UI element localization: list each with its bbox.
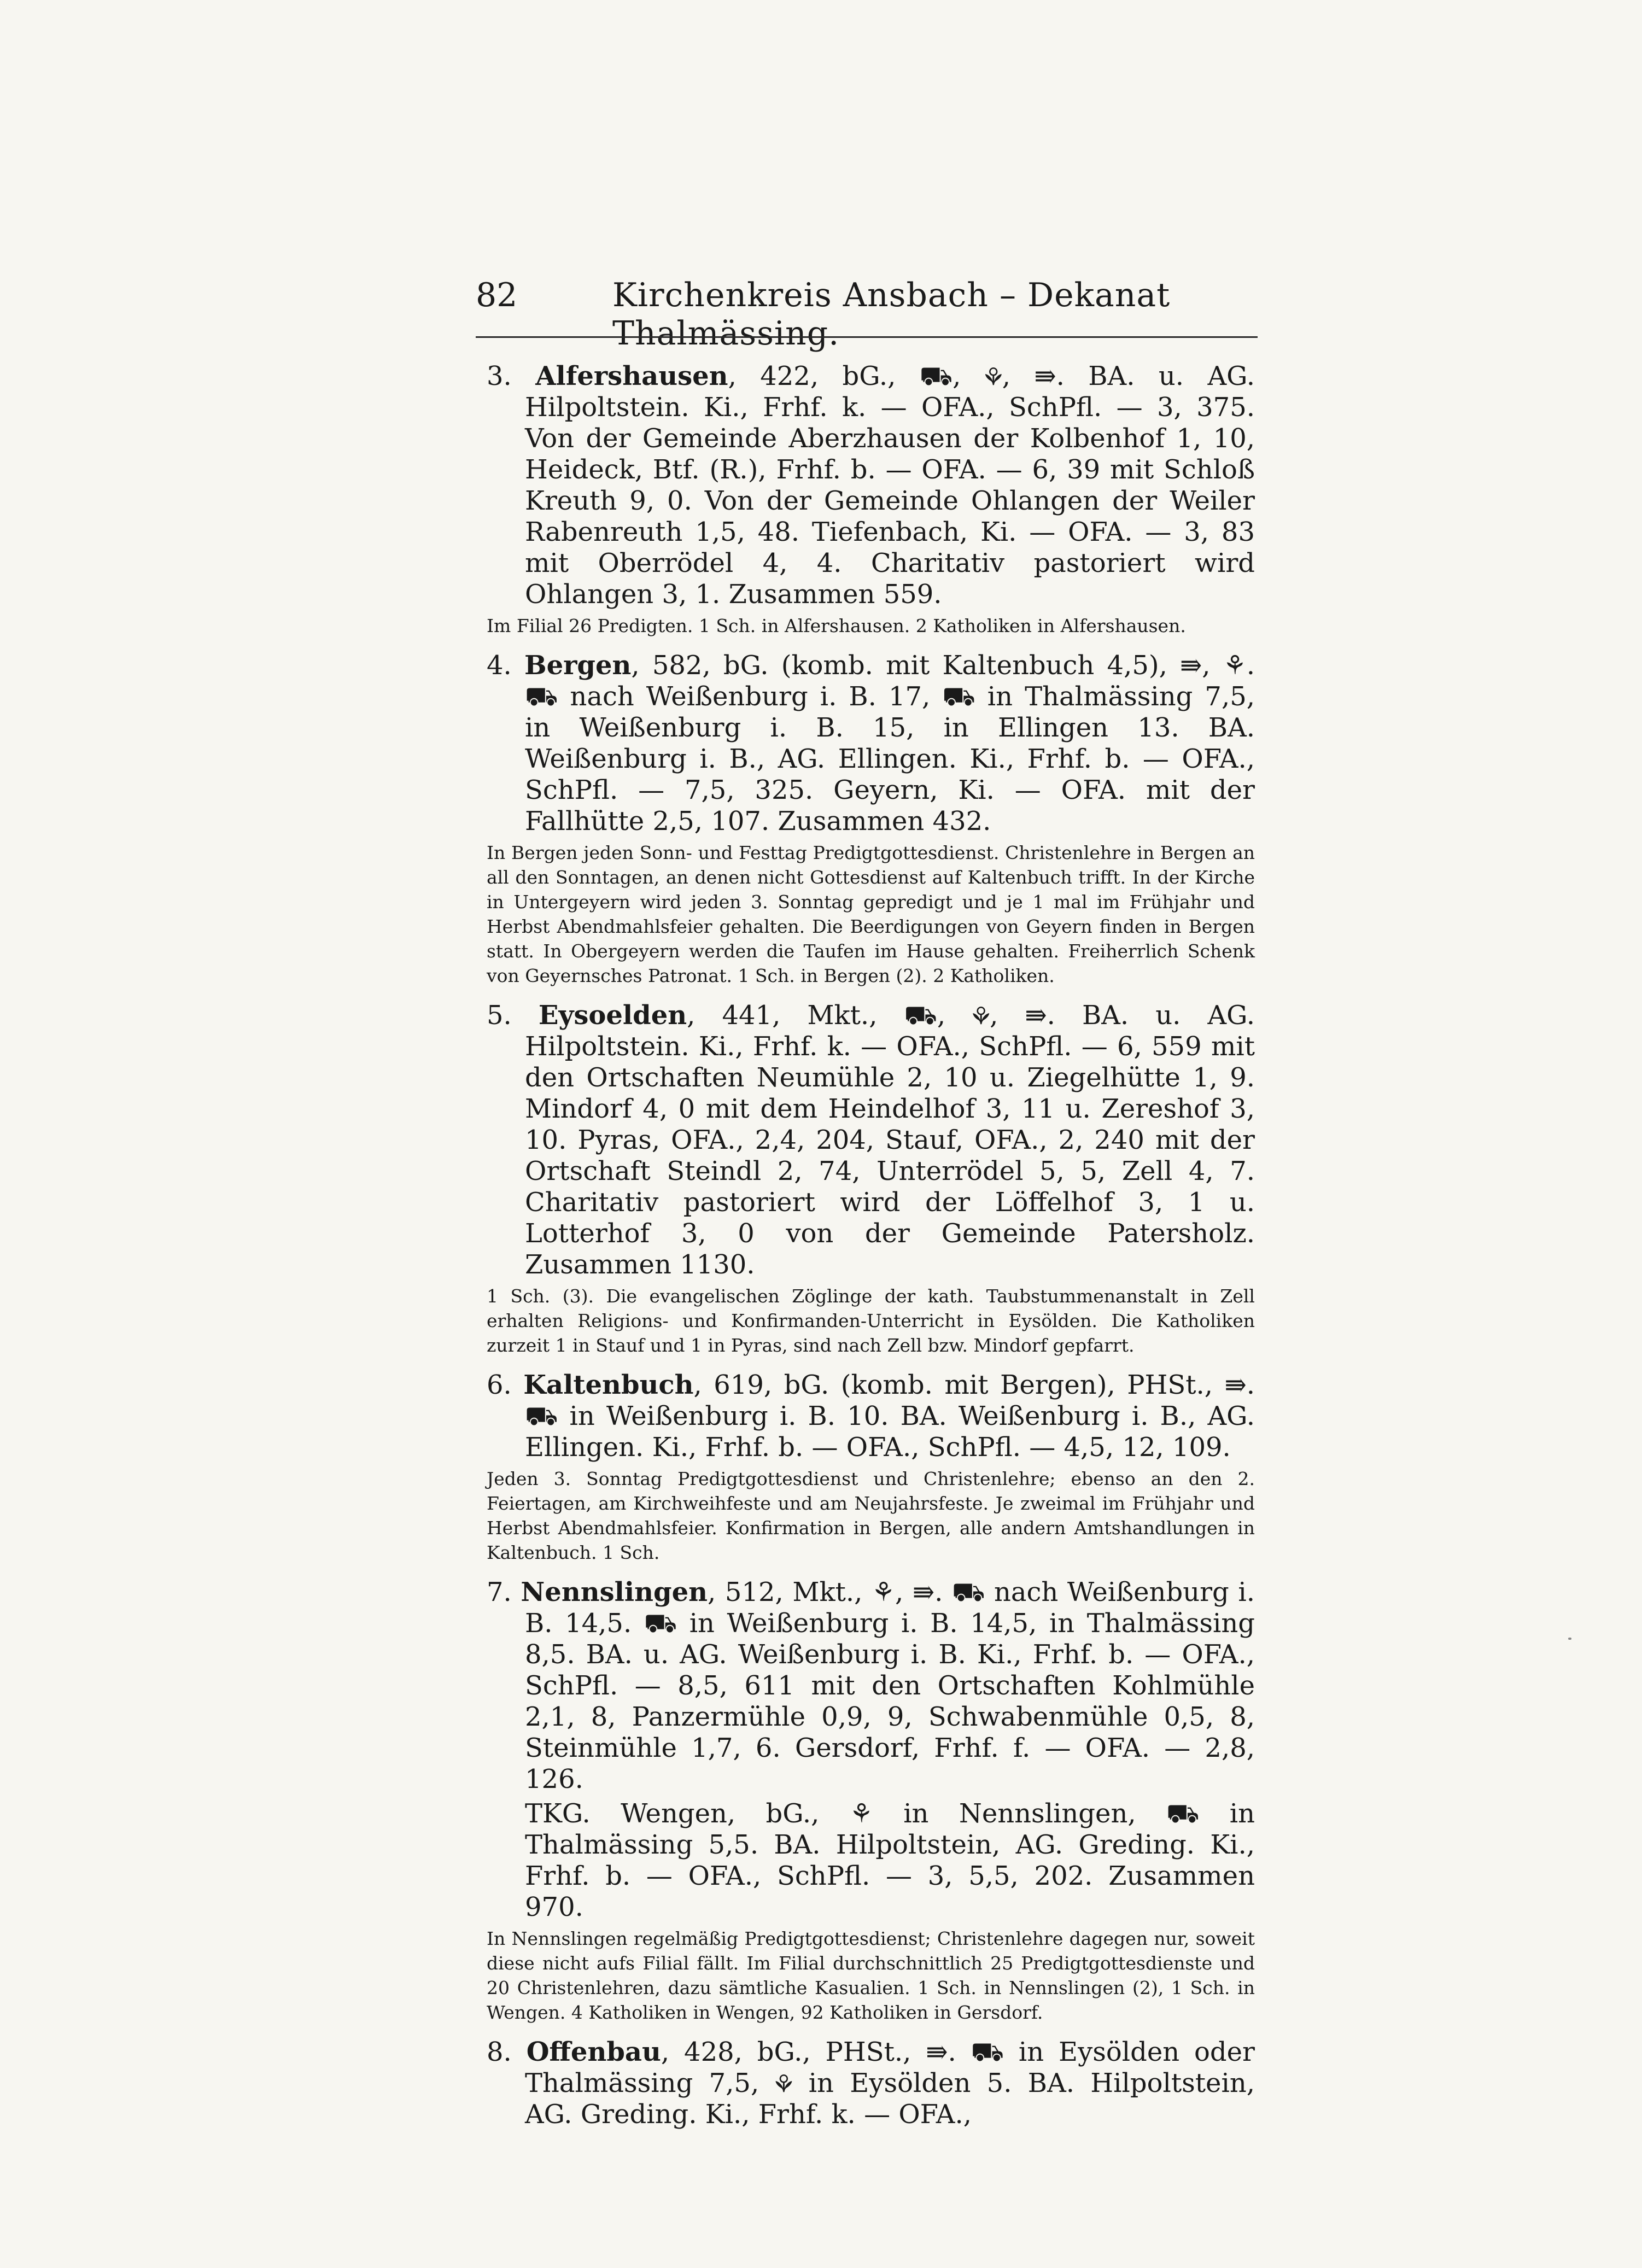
parish-entry [487, 1000, 1255, 1358]
entry-main-text [487, 1577, 1255, 1795]
entry-details: , 512, Mkt., ⚘, ⇛. ⛟ nach Weißenburg i. B. 14,5. ⛟ in Weißenburg i. B. 14,5, in Thalmässing 8,5. BA. u. AG. Weißenburg i. B. Ki., Frhf. b. — OFA., SchPfl. — 8,5, 611 mit den Ortschaften Kohlmühle 2,1, 8, Panzermühle 0,9, 9, Schwabenmühle 0,5, 8, Steinmühle 1,7, 6. Gersdorf, Frhf. f. — OFA. — 2,8, 126. [525, 1577, 1255, 1794]
entry-main-text [487, 1370, 1255, 1463]
parish-entry [487, 1577, 1255, 2025]
entry-sub-text: TKG. Wengen, bG., ⚘ in Nennslingen, ⛟ in Thalmässing 5,5. BA. Hilpoltstein, AG. Greding. Ki., Frhf. b. — OFA., SchPfl. — 3, 5,5, 202. Zusammen 970. [525, 1798, 1255, 1922]
parish-name: Bergen [524, 650, 632, 681]
parish-entry [487, 361, 1255, 638]
parish-name: Offenbau [526, 2037, 661, 2067]
entry-details: , 422, bG., ⛟, ⚘, ⇛. BA. u. AG. Hilpoltstein. Ki., Frhf. k. — OFA., SchPfl. — 3, 375. Von der Gemeinde Aberzhausen der Kolbenhof 1, 10, Heideck, Btf. (R.), Frhf. b. — OFA. — 6, 39 mit Schloß Kreuth 9, 0. Von der Gemeinde Ohlangen der Weiler Rabenreuth 1,5, 48. Tiefenbach, Ki. — OFA. — 3, 83 mit Oberrödel 4, 4. Charitativ pastoriert wird Ohlangen 3, 1. Zusammen 559. [525, 361, 1255, 610]
entry-main-text [487, 2037, 1255, 2130]
entry-note: Jeden 3. Sonntag Predigtgottesdienst und Christenlehre; ebenso an den 2. Feiertagen, am Kirchweihfeste und am Neujahrsfeste. Je zweimal im Frühjahr und Herbst Abendmahlsfeier. Konfirmation in Bergen, alle andern Amtshandlungen in Kaltenbuch. 1 Sch. [487, 1468, 1255, 1563]
parish-name: Kaltenbuch [523, 1370, 694, 1400]
page-number: 82 [476, 276, 518, 314]
parish-name: Nennslingen [521, 1577, 708, 1608]
parish-entry [487, 1370, 1255, 1565]
entry-note: In Nennslingen regelmäßig Predigtgottesdienst; Christenlehre dagegen nur, soweit diese nicht aufs Filial fällt. Im Filial durchschnittlich 25 Predigtgottesdienste und 20 Christenlehren, dazu sämtliche Kasualien. 1 Sch. in Nennslingen (2), 1 Sch. in Wengen. 4 Katholiken in Wengen, 92 Katholiken in Gersdorf. [487, 1928, 1255, 2023]
entry-details: , 428, bG., PHSt., ⇛. ⛟ in Eysölden oder Thalmässing 7,5, ⚘ in Eysölden 5. BA. Hilpoltstein, AG. Greding. Ki., Frhf. k. — OFA., [525, 2037, 1255, 2130]
entry-note: Im Filial 26 Predigten. 1 Sch. in Alfershausen. 2 Katholiken in Alfershausen. [487, 615, 1186, 636]
parish-entry [487, 2037, 1255, 2130]
entry-number: 4. [487, 650, 512, 681]
entry-number: 6. [487, 1370, 512, 1400]
entry-note: In Bergen jeden Sonn- und Festtag Predigtgottesdienst. Christenlehre in Bergen an all den Sonntagen, an denen nicht Gottesdienst auf Kaltenbuch trifft. In der Kirche in Untergeyern wird jeden 3. Sonntag gepredigt und je 1 mal im Frühjahr und Herbst Abendmahlsfeier gehalten. Die Beerdigungen von Geyern finden in Bergen statt. In Obergeyern werden die Taufen im Hause gehalten. Freiherrlich Schenk von Geyernsches Patronat. 1 Sch. in Bergen (2). 2 Katholiken. [487, 842, 1255, 986]
entry-details: , 582, bG. (komb. mit Kaltenbuch 4,5), ⇛, ⚘. ⛟ nach Weißenburg i. B. 17, ⛟ in Thalmässing 7,5, in Weißenburg i. B. 15, in Ellingen 13. BA. Weißenburg i. B., AG. Ellingen. Ki., Frhf. b. — OFA., SchPfl. — 7,5, 325. Geyern, Ki. — OFA. mit der Fallhütte 2,5, 107. Zusammen 432. [525, 650, 1255, 837]
parish-name: Eysoelden [538, 1000, 687, 1031]
entry-number: 7. [487, 1577, 512, 1608]
scan-speck [1568, 1638, 1571, 1640]
entry-main-text [487, 1000, 1255, 1281]
entry-note: 1 Sch. (3). Die evangelischen Zöglinge der kath. Taubstummenanstalt in Zell erhalten Religions- und Konfirmanden-Unterricht in Eysölden. Die Katholiken zurzeit 1 in Stauf und 1 in Pyras, sind nach Zell bzw. Mindorf gepfarrt. [487, 1285, 1255, 1356]
parish-name: Alfershausen [535, 361, 728, 391]
header-rule [476, 336, 1258, 338]
entry-number: 3. [487, 361, 512, 391]
entry-details: , 619, bG. (komb. mit Bergen), PHSt., ⇛. ⛟ in Weißenburg i. B. 10. BA. Weißenburg i. B., AG. Ellingen. Ki., Frhf. b. — OFA., SchPfl. — 4,5, 12, 109. [525, 1370, 1255, 1463]
parish-list [487, 361, 1255, 2139]
parish-entry [487, 650, 1255, 988]
entry-details: , 441, Mkt., ⛟, ⚘, ⇛. BA. u. AG. Hilpoltstein. Ki., Frhf. k. — OFA., SchPfl. — 6, 559 mit den Ortschaften Neumühle 2, 10 u. Ziegelhütte 1, 9. Mindorf 4, 0 mit dem Heindelhof 3, 11 u. Zereshof 3, 10. Pyras, OFA., 2,4, 204, Stauf, OFA., 2, 240 mit der Ortschaft Steindl 2, 74, Unterrödel 5, 5, Zell 4, 7. Charitativ pastoriert wird der Löffelhof 3, 1 u. Lotterhof 3, 0 von der Gemeinde Patersholz. Zusammen 1130. [525, 1000, 1255, 1280]
entry-number: 5. [487, 1000, 512, 1031]
page-header [476, 276, 1258, 353]
running-title: Kirchenkreis Ansbach – Dekanat Thalmässing. [612, 276, 1171, 353]
entry-number: 8. [487, 2037, 512, 2067]
entry-main-text [487, 361, 1255, 610]
entry-main-text [487, 650, 1255, 837]
